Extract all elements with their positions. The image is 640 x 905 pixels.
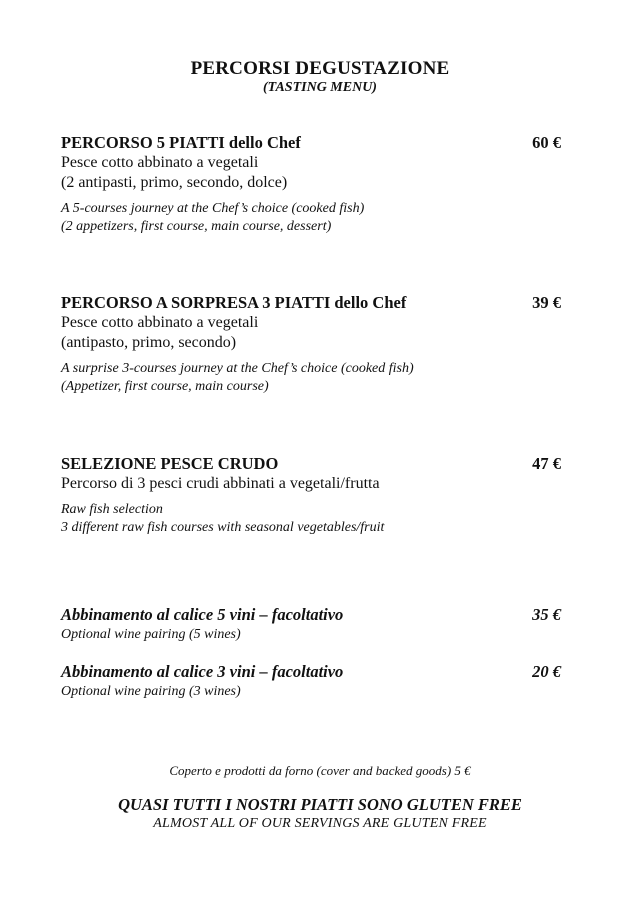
section-desc-line: Pesce cotto abbinato a vegetali (61, 314, 259, 331)
menu-title: PERCORSI DEGUSTAZIONE (190, 58, 450, 79)
section-title: PERCORSO 5 PIATTI dello Chef (61, 133, 301, 152)
menu-section-crudo (61, 454, 561, 537)
cover-charge: Coperto e prodotti da forno (cover and backed goods) 5 € (169, 763, 471, 778)
section-english-line: (Appetizer, first course, main course) (61, 379, 269, 394)
section-desc-line: Pesce cotto abbinato a vegetali (61, 154, 259, 171)
section-desc-line: Percorso di 3 pesci crudi abbinati a vegetali/frutta (61, 475, 380, 492)
menu-section-5-piatti (61, 133, 561, 236)
menu-subtitle: (TASTING MENU) (263, 80, 377, 95)
wine-subtitle: Optional wine pairing (5 wines) (61, 627, 241, 642)
section-title: PERCORSO A SORPRESA 3 PIATTI dello Chef (61, 293, 407, 312)
section-english-line: Raw fish selection (61, 502, 163, 517)
section-title: SELEZIONE PESCE CRUDO (61, 454, 279, 473)
wine-title: Abbinamento al calice 3 vini – facoltativo (61, 662, 344, 681)
wine-pairing-3 (61, 662, 561, 701)
section-english (61, 501, 561, 537)
section-desc-line: (antipasto, primo, secondo) (61, 334, 237, 351)
gluten-free-note-it: QUASI TUTTI I NOSTRI PIATTI SONO GLUTEN FREE (118, 795, 522, 814)
section-english-line: (2 appetizers, first course, main course, dessert) (61, 219, 332, 234)
section-price: 47 € (532, 454, 561, 473)
section-desc-line: (2 antipasti, primo, secondo, dolce) (61, 174, 288, 191)
menu-section-sorpresa (61, 293, 561, 396)
section-english-line: A surprise 3-courses journey at the Chef’s choice (cooked fish) (61, 361, 414, 376)
wine-price: 35 € (532, 605, 561, 624)
wine-price: 20 € (532, 662, 561, 681)
section-price: 39 € (532, 293, 561, 312)
wine-pairing-5 (61, 605, 561, 644)
section-english-line: A 5-courses journey at the Chef’s choice (cooked fish) (61, 201, 365, 216)
section-price: 60 € (532, 133, 561, 152)
wine-title: Abbinamento al calice 5 vini – facoltativo (61, 605, 344, 624)
section-english (61, 200, 561, 236)
section-english-line: 3 different raw fish courses with seasonal vegetables/fruit (61, 520, 385, 535)
gluten-free-note-en: ALMOST ALL OF OUR SERVINGS ARE GLUTEN FREE (153, 816, 487, 831)
wine-subtitle: Optional wine pairing (3 wines) (61, 684, 241, 699)
section-english (61, 360, 561, 396)
